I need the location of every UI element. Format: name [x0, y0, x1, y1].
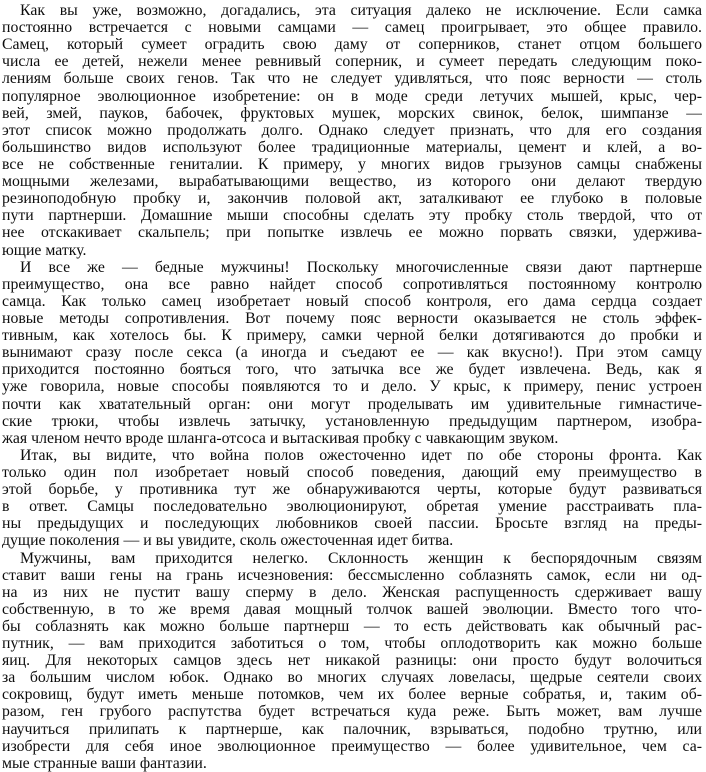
text-line: пути партнерши. Домашние мыши способны сделать эту пробку столь твердой, что от — [2, 207, 702, 225]
paragraph — [2, 550, 702, 772]
text-line: резиноподобную пробку и, закончив половой акт, заталкивают ее глубоко в половые — [2, 190, 702, 208]
text-line: путник, — вам приходится заботиться о том, чтобы оплодотворить как можно больше — [2, 635, 702, 653]
body-text — [2, 2, 702, 772]
text-line: вынимают сразу после секса (а иногда и съедают ее — как вкусно!). При этом самцу — [2, 344, 702, 362]
text-line: вей, змей, пауков, бабочек, фруктовых мушек, морских свинок, белок, шимпанзе — — [2, 104, 702, 122]
text-line: в ответ. Самцы последовательно эволюционируют, обретая умение расстраивать пла- — [2, 498, 702, 516]
text-line: ские трюки, чтобы извлечь затычку, установленную предыдущим партнером, изобра- — [2, 412, 702, 430]
text-line: ны предыдущих и последующих любовников своей пассии. Бросьте взгляд на преды- — [2, 515, 702, 533]
text-line: жая членом нечто вроде шланга-отсоса и вытаскивая пробку с чавкающим звуком. — [2, 429, 559, 447]
text-line: самца. Как только самец изобретает новый способ контроля, его дама сердца создает — [2, 292, 702, 310]
text-line: собственную, в то же время давая мощный толчок вашей эволюции. Вместо того что- — [2, 600, 702, 618]
text-line: новые методы сопротивления. Вот почему пояс верности оказывается не столь эффек- — [2, 309, 702, 327]
text-line: почти как хватательный орган: они могут проделывать им удивительные гимнастиче- — [2, 395, 702, 413]
text-line: мощными железами, вырабатывающими вещество, из которого они делают твердую — [2, 173, 702, 191]
text-line: тивным, как хотелось бы. К примеру, самки черной белки дотягиваются до пробки и — [2, 327, 702, 345]
text-line: И все же — бедные мужчины! Поскольку многочисленные связи дают партнерше — [20, 258, 702, 276]
text-line: преимущество, она все равно найдет способ сопротивляться постоянному контролю — [2, 275, 702, 293]
text-line: лениям больше своих генов. Так что не следует удивляться, что пояс верности — столь — [2, 70, 702, 88]
text-line: все не собственные гениталии. К примеру, у многих видов грызунов самцы снабжены — [2, 155, 702, 173]
text-line: мые странные ваши фантазии. — [2, 754, 207, 772]
text-line: Мужчины, вам приходится нелегко. Склонность женщин к беспорядочным связям — [20, 549, 702, 567]
text-line: за большим числом юбок. Однако во многих случаях ловеласы, щедрые сеятели своих — [2, 669, 702, 687]
text-line: яиц. Для некоторых самцов здесь нет никакой разницы: они просто будут волочиться — [2, 652, 702, 670]
text-line: нее отскакивает скальпель; при попытке извлечь ее можно порвать связки, удержива- — [2, 224, 702, 242]
text-line: постоянно встречается с новыми самцами — самец проигрывает, это общее правило. — [2, 19, 702, 37]
text-line: Итак, вы видите, что война полов ожесточенно идет по обе стороны фронта. Как — [20, 446, 702, 464]
text-line: числа ее детей, нежели менее ревнивый соперник, и сумеет передать следующим поко- — [2, 53, 702, 71]
text-line: изобрести для себя иное эволюционное преимущество — более удивительное, чем са- — [2, 737, 702, 755]
text-line: разом, ген грубого распутства будет встречаться куда реже. Быть может, вам лучше — [2, 703, 702, 721]
text-line: уже говорила, новые способы появляются то и дело. У крыс, к примеру, пенис устроен — [2, 378, 702, 396]
text-line: большинство видов используют более традиционные материалы, цемент и клей, а во- — [2, 138, 702, 156]
text-line: на из них не пустит вашу сперму в дело. Женская распущенность сдерживает вашу — [2, 583, 702, 601]
text-line: ставит ваши гены на грань исчезновения: бессмысленно соблазнять самок, если ни од- — [2, 566, 702, 584]
paragraph — [2, 447, 702, 550]
text-line: приходится постоянно бояться того, что затычка все же будет извлечена. Ведь, как я — [2, 361, 702, 379]
text-line: этот список можно продолжать долго. Однако следует признать, что для его создания — [2, 121, 702, 139]
text-line: научиться прилипать к партнерше, как палочник, взрываться, подобно трутню, или — [2, 720, 702, 738]
text-line: Как вы уже, возможно, догадались, эта ситуация далеко не исключение. Если самка — [20, 2, 702, 19]
paragraph — [2, 2, 702, 259]
text-line: этой борьбе, у противника тут же обнаруживаются черты, которые будут развиваться — [2, 481, 702, 499]
text-line: дущие поколения — и вы увидите, сколь ожесточенная идет битва. — [2, 532, 454, 550]
text-line: бы соблазнять как можно больше партнерш — то есть действовать как обычный рас- — [2, 617, 702, 635]
text-line: популярное эволюционное изобретение: он в моде среди летучих мышей, крыс, чер- — [2, 87, 702, 105]
text-line: Самец, который сумеет оградить свою даму от соперников, станет отцом большего — [2, 36, 702, 54]
paragraph — [2, 259, 702, 447]
text-line: только один пол изобретает новый способ поведения, дающий ему преимущество в — [2, 463, 702, 481]
text-line: сокровищ, будут иметь меньше потомков, чем их более верные собратья, и, таким об- — [2, 686, 702, 704]
text-line: ющие матку. — [2, 241, 87, 259]
